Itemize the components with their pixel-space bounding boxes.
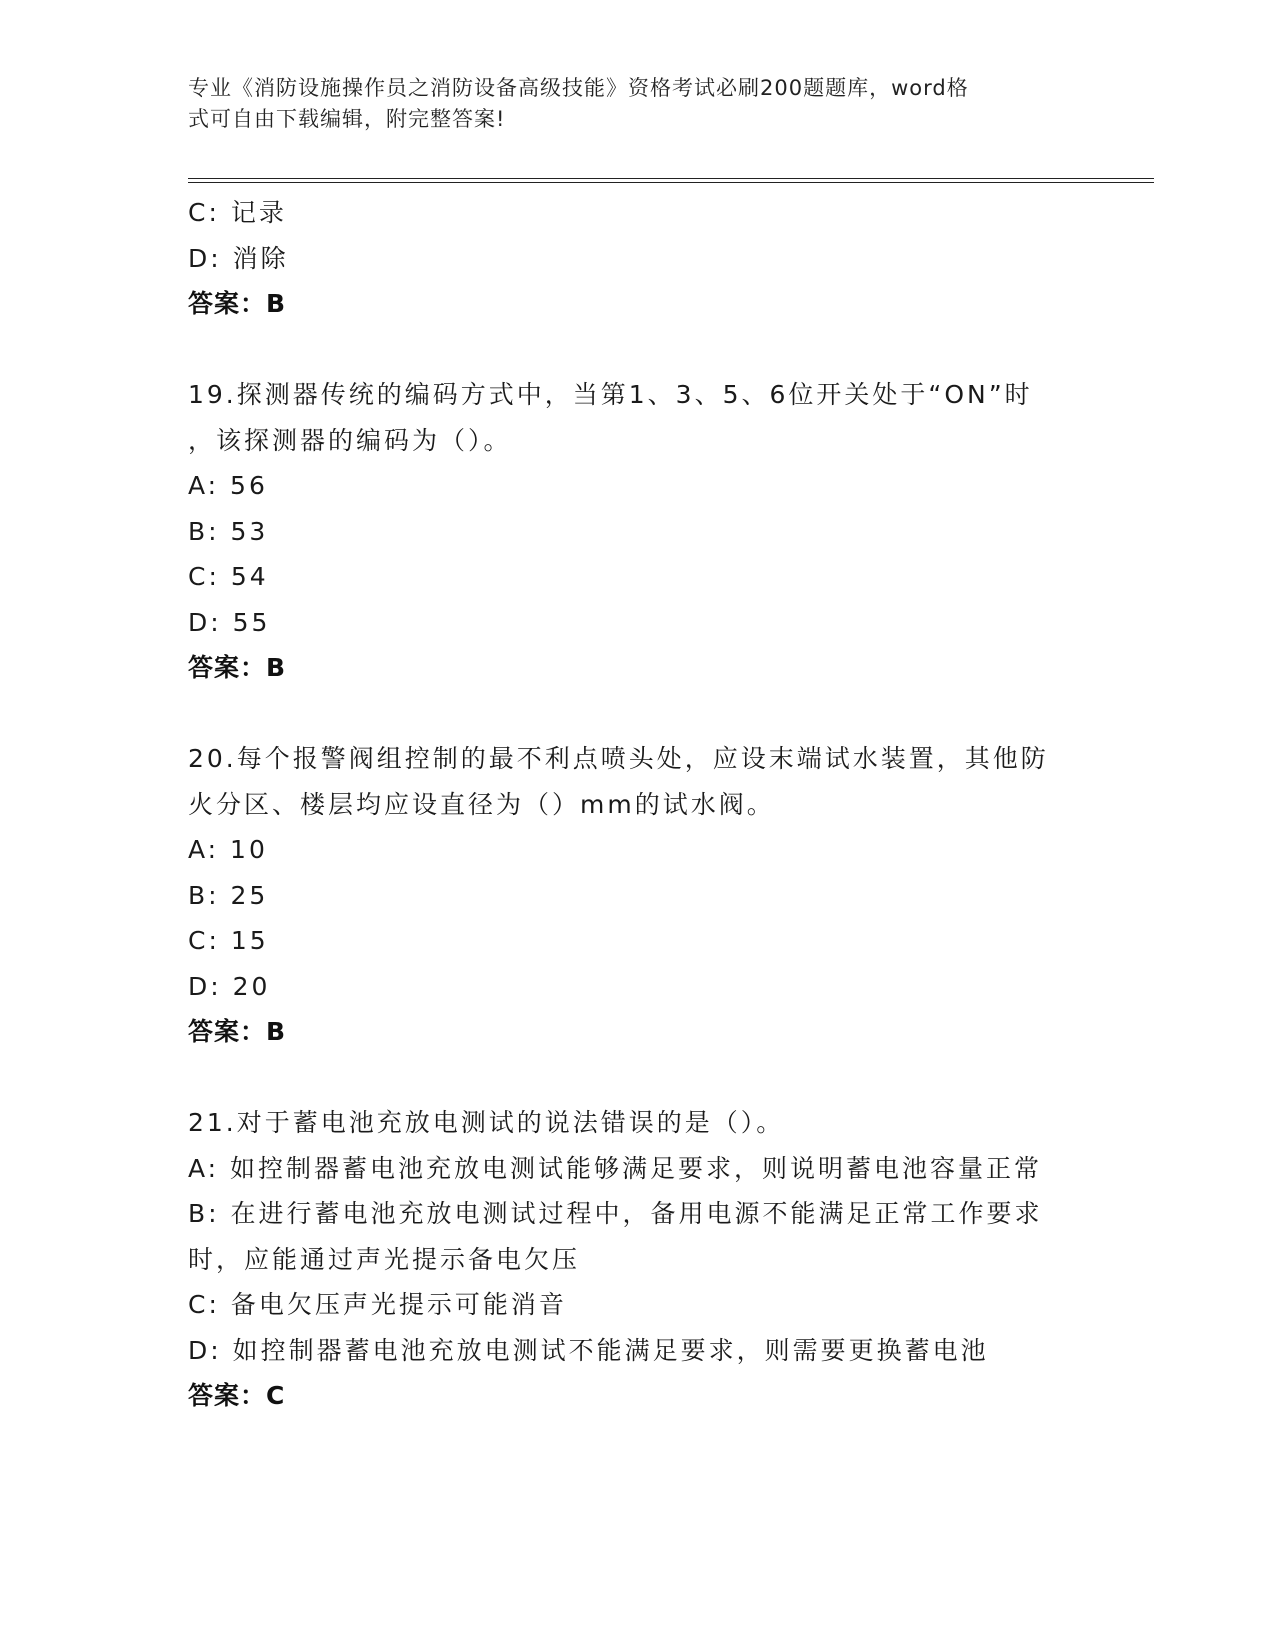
answer-label: 答案：C [188,1381,286,1410]
question-stem: 20.每个报警阀组控制的最不利点喷头处，应设末端试水装置，其他防 [188,744,1049,773]
option-d: D: 55 [188,607,271,637]
option-b: B: 在进行蓄电池充放电测试过程中，备用电源不能满足正常工作要求 [188,1199,1043,1228]
option-d: D: 20 [188,971,271,1001]
header-line-2: 式可自由下载编辑，附完整答案! [188,107,506,131]
option-a: A: 如控制器蓄电池充放电测试能够满足要求，则说明蓄电池容量正常 [188,1153,1043,1183]
option-c: C: 备电欠压声光提示可能消音 [188,1290,567,1319]
spacer [188,327,1088,373]
option-c: C: 15 [188,926,269,955]
option-a: A: 10 [188,835,268,864]
option-b: B: 53 [188,516,269,546]
question-19 [188,372,1088,691]
question-stem: ，该探测器的编码为（）。 [188,425,512,455]
option-a: A: 56 [188,471,268,500]
option-d: D: 如控制器蓄电池充放电测试不能满足要求，则需要更换蓄电池 [188,1335,989,1365]
question-stem: 火分区、楼层均应设直径为（）mm的试水阀。 [188,789,775,819]
spacer [188,1055,1088,1101]
question-18-continuation [188,190,1088,327]
answer-label: 答案：B [188,653,287,682]
option-c: C: 记录 [188,198,287,227]
question-stem: 19.探测器传统的编码方式中，当第1、3、5、6位开关处于“ON”时 [188,380,1033,409]
option-c: C: 54 [188,562,269,591]
question-21 [188,1100,1088,1419]
spacer [188,691,1088,737]
question-list [188,190,1088,1419]
header-divider-top [188,178,1154,179]
header-divider-bottom [188,182,1154,183]
question-stem: 21.对于蓄电池充放电测试的说法错误的是（）。 [188,1108,785,1137]
option-b-continuation: 时，应能通过声光提示备电欠压 [188,1244,581,1274]
document-header [188,73,1078,135]
option-d: D: 消除 [188,243,289,273]
answer-label: 答案：B [188,1017,287,1046]
question-20 [188,736,1088,1055]
answer-label: 答案：B [188,289,287,318]
option-b: B: 25 [188,880,269,910]
header-line-1: 专业《消防设施操作员之消防设备高级技能》资格考试必刷200题题库，word格 [188,76,969,100]
